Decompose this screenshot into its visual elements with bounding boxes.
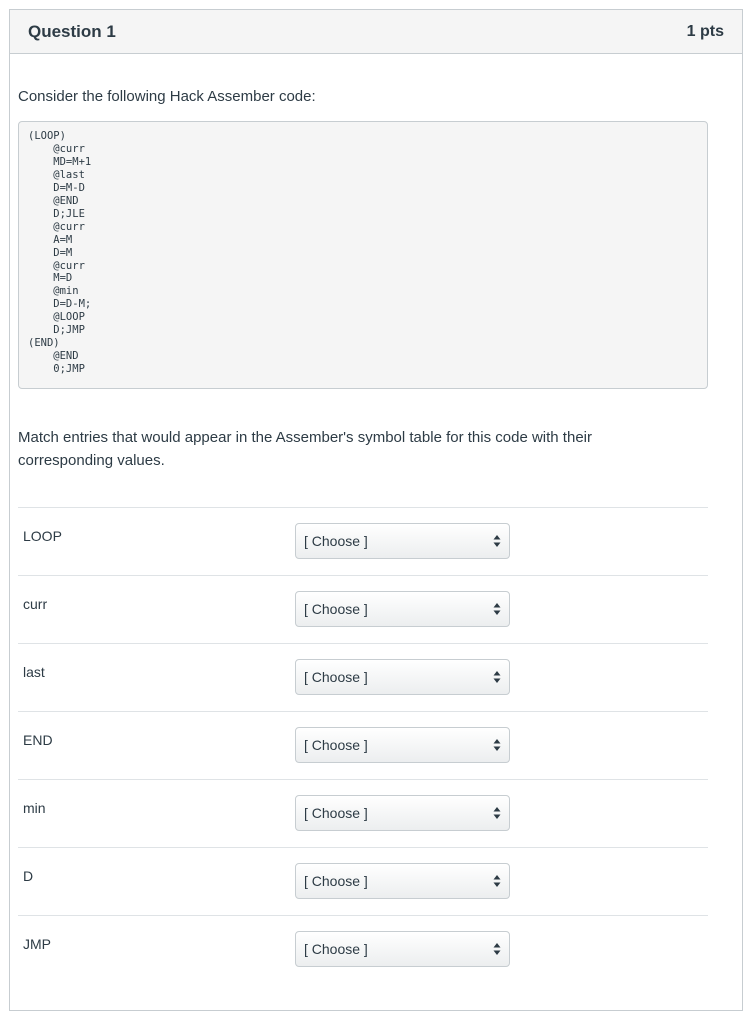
prompt-text: Match entries that would appear in the Assember's symbol table for this code with their corresponding values. <box>18 429 592 469</box>
match-list <box>18 507 708 983</box>
match-label: min <box>23 800 46 816</box>
code-line: @curr <box>28 142 85 155</box>
answer-select[interactable] <box>295 795 510 831</box>
answer-select[interactable] <box>295 591 510 627</box>
answer-select[interactable] <box>295 659 510 695</box>
match-label: END <box>23 732 53 748</box>
answer-select[interactable] <box>295 727 510 763</box>
select-arrows-icon <box>493 602 501 616</box>
code-line: 0;JMP <box>28 363 85 376</box>
code-line: A=M <box>28 233 73 246</box>
question-points: 1 pts <box>686 22 724 40</box>
match-label: D <box>23 868 34 884</box>
answer-select-value: [ Choose ] <box>304 941 368 957</box>
code-line: @min <box>28 285 79 298</box>
answer-select-value: [ Choose ] <box>304 873 368 889</box>
match-row <box>18 643 708 711</box>
match-label: last <box>23 664 45 680</box>
select-arrows-icon <box>493 806 501 820</box>
intro-text: Consider the following Hack Assember code: <box>18 88 316 105</box>
code-line: D=M <box>28 246 73 259</box>
answer-select-value: [ Choose ] <box>304 737 368 753</box>
code-line: @LOOP <box>28 311 85 324</box>
answer-select-value: [ Choose ] <box>304 533 368 549</box>
match-row <box>18 575 708 643</box>
select-arrows-icon <box>493 670 501 684</box>
code-line: @curr <box>28 259 85 272</box>
select-arrows-icon <box>493 874 501 888</box>
code-line: D;JLE <box>28 207 85 220</box>
code-line: (END) <box>28 337 60 350</box>
select-arrows-icon <box>493 534 501 548</box>
answer-select[interactable] <box>295 523 510 559</box>
code-line: (LOOP) <box>28 130 66 142</box>
match-row <box>18 507 708 575</box>
code-line: D;JMP <box>28 324 85 337</box>
code-line: D=M-D <box>28 181 85 194</box>
code-line: D=D-M; <box>28 298 92 311</box>
code-line: @END <box>28 194 79 207</box>
select-arrows-icon <box>493 738 501 752</box>
answer-select-value: [ Choose ] <box>304 805 368 821</box>
answer-select[interactable] <box>295 863 510 899</box>
match-label: JMP <box>23 936 51 952</box>
match-row <box>18 847 708 915</box>
select-arrows-icon <box>493 942 501 956</box>
match-label: LOOP <box>23 528 62 544</box>
question-title: Question 1 <box>28 21 116 41</box>
code-block <box>18 121 708 389</box>
match-row <box>18 779 708 847</box>
code-line: @END <box>28 350 79 363</box>
code-line: @last <box>28 168 85 181</box>
code-line: @curr <box>28 220 85 233</box>
match-label: curr <box>23 596 48 612</box>
match-row <box>18 915 708 983</box>
answer-select-value: [ Choose ] <box>304 669 368 685</box>
code-line: MD=M+1 <box>28 155 92 168</box>
code-line: M=D <box>28 272 73 285</box>
match-row <box>18 711 708 779</box>
answer-select[interactable] <box>295 931 510 967</box>
question-header <box>10 10 742 54</box>
answer-select-value: [ Choose ] <box>304 601 368 617</box>
